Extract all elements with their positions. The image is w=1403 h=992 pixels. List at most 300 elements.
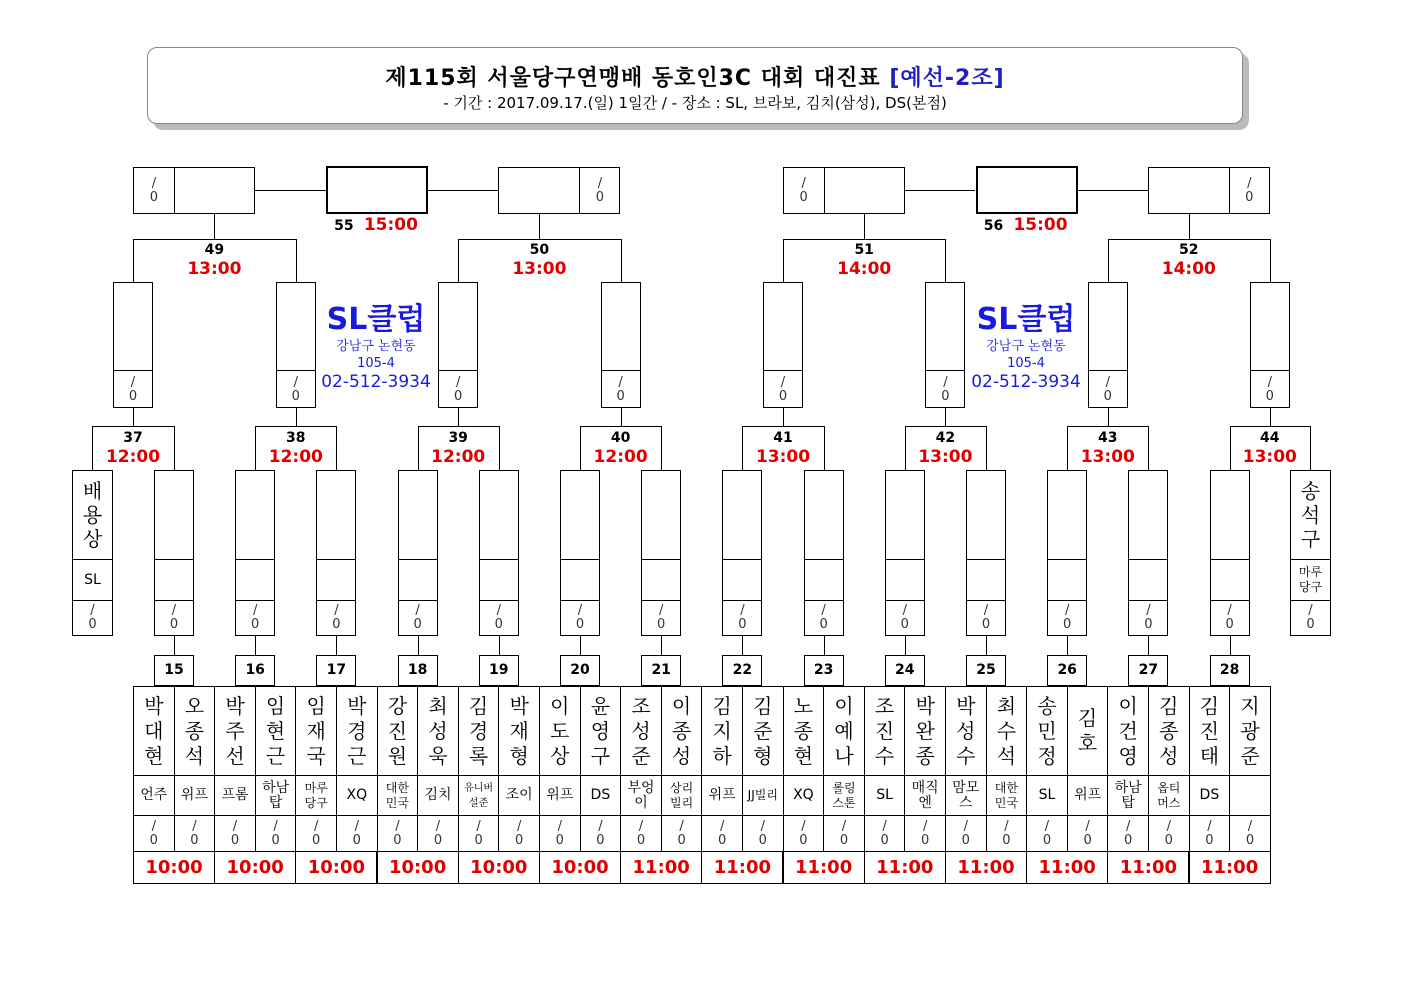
match-number: 23 (813, 662, 834, 678)
score-slash: / (922, 818, 928, 834)
match-number: 19 (489, 662, 509, 678)
score-value: 0 (921, 832, 930, 848)
score-slash: / (252, 603, 258, 618)
player-name: 오종석 (184, 693, 205, 768)
player-name: 박재형 (509, 693, 529, 768)
bracket-line (428, 190, 499, 191)
bracket-line (113, 370, 153, 371)
score-slash: / (658, 603, 664, 618)
score-slash: / (192, 818, 197, 834)
final-match-number: 56 (983, 218, 1004, 234)
score-cell (438, 373, 478, 406)
quarter-match-time: 12:00 (593, 447, 648, 467)
score-value: 0 (1083, 832, 1092, 848)
score-cell (1026, 817, 1068, 850)
bracket-line (905, 636, 906, 655)
match-number: 21 (651, 662, 671, 678)
player-club (1229, 776, 1271, 815)
score-value: 0 (230, 832, 240, 848)
bracket-line (235, 559, 275, 560)
bracket-line (885, 559, 925, 560)
match-time: 11:00 (1200, 857, 1259, 878)
player-name: 김준형 (753, 693, 773, 768)
match-time: 11:00 (957, 857, 1015, 878)
score-cell (804, 602, 844, 634)
player-club: 롤링스톤 (832, 780, 856, 810)
quarter-match-number: 41 (773, 430, 793, 446)
score-value: 0 (738, 617, 747, 632)
match-time: 11:00 (632, 857, 690, 878)
score-slash: / (760, 818, 765, 834)
bracket-line (418, 426, 499, 427)
score-cell (579, 172, 620, 209)
final-match-time: 15:00 (1013, 215, 1068, 235)
club-name: SL클럽 (326, 302, 426, 337)
player-club: 옵티머스 (1157, 780, 1181, 810)
bracket-line (1108, 408, 1109, 426)
bracket-line (1078, 190, 1148, 191)
player-club: 상리빌리 (670, 780, 694, 810)
score-cell (1107, 817, 1149, 850)
player-club: DS (590, 787, 611, 803)
score-value: 0 (433, 832, 443, 848)
score-cell (986, 817, 1028, 850)
quarter-match-number: 40 (610, 430, 631, 446)
score-cell (601, 373, 641, 406)
score-cell (377, 817, 419, 850)
score-cell (1148, 817, 1190, 850)
bracket-line (133, 239, 296, 240)
player-name: 김종성 (1159, 693, 1179, 768)
score-slash: / (151, 175, 157, 191)
bye-player-club: SL (84, 571, 101, 588)
bracket-line (255, 636, 256, 655)
club-phone: 02-512-3934 (321, 372, 431, 392)
score-cell (539, 817, 581, 850)
bracket-line (479, 559, 519, 560)
bracket-line (864, 214, 865, 239)
score-value: 0 (758, 832, 767, 848)
player-name: 박성수 (956, 693, 976, 768)
group-label: [예선-2조] (889, 66, 1005, 91)
match-time: 11:00 (876, 857, 934, 878)
score-slash: / (963, 818, 968, 834)
score-slash: / (1105, 374, 1110, 390)
club-address-number: 105-4 (1007, 356, 1045, 371)
player-name: 박주선 (225, 693, 245, 768)
score-cell (133, 172, 174, 209)
score-value: 0 (251, 617, 260, 632)
player-club: 위프 (180, 787, 208, 803)
bracket-line (92, 426, 174, 427)
bracket-line (986, 636, 987, 655)
club-address: 강남구 논현동 (986, 339, 1066, 354)
player-name: 노종현 (793, 693, 814, 768)
bracket-line (885, 600, 925, 601)
score-cell (113, 373, 153, 406)
score-slash: / (1085, 818, 1090, 834)
score-cell (925, 373, 965, 406)
final-match-time: 15:00 (363, 215, 418, 235)
bracket-line (1047, 600, 1087, 601)
score-value: 0 (1164, 832, 1173, 848)
bracket-line (1047, 559, 1087, 560)
bracket-line (905, 190, 975, 191)
score-cell (398, 602, 438, 634)
score-value: 0 (941, 388, 950, 404)
score-value: 0 (352, 832, 361, 848)
match-time: 10:00 (307, 857, 366, 878)
player-club: 맘모스 (952, 779, 980, 811)
bracket-line (804, 559, 844, 560)
bracket-line (499, 636, 500, 655)
player-name: 이도상 (550, 693, 570, 768)
score-cell (295, 817, 337, 850)
player-name: 최수석 (996, 693, 1017, 768)
bracket-line (133, 239, 134, 282)
semi-match-number: 52 (1179, 242, 1199, 258)
player-club: 위프 (546, 787, 574, 803)
player-club: 언주 (140, 787, 168, 803)
score-slash: / (719, 818, 725, 834)
bracket-line (174, 636, 175, 655)
score-slash: / (90, 603, 95, 618)
bracket-line (1067, 426, 1148, 427)
score-value: 0 (981, 617, 991, 632)
score-cell (336, 817, 378, 850)
score-slash: / (1247, 175, 1252, 191)
bracket-line (945, 408, 946, 426)
player-name: 조진수 (874, 693, 895, 768)
score-slash: / (313, 818, 319, 834)
score-cell (823, 817, 865, 850)
score-slash: / (273, 818, 278, 834)
bracket-line (925, 370, 965, 371)
match-number: 27 (1138, 662, 1159, 678)
player-club: 김치 (424, 787, 452, 803)
semi-match-time: 14:00 (837, 259, 892, 279)
score-slash: / (902, 603, 907, 618)
bracket-line (316, 559, 356, 560)
score-value: 0 (190, 832, 199, 848)
player-name: 김 호 (1077, 706, 1098, 755)
score-slash: / (1227, 603, 1232, 618)
bracket-line (1270, 239, 1271, 282)
bracket-line (316, 600, 356, 601)
quarter-match-number: 39 (448, 430, 468, 446)
bracket-line (763, 370, 803, 371)
score-cell (1067, 817, 1109, 850)
score-cell (1088, 373, 1128, 406)
bracket-line (1067, 636, 1068, 655)
score-value: 0 (657, 617, 666, 632)
score-cell (479, 602, 519, 634)
bracket-line (641, 600, 681, 601)
bracket-line (276, 370, 316, 371)
score-slash: / (740, 603, 745, 618)
score-value: 0 (555, 832, 564, 848)
score-cell (214, 817, 256, 850)
score-slash: / (1004, 818, 1009, 834)
score-slash: / (801, 818, 806, 834)
match-number: 18 (407, 662, 428, 678)
score-value: 0 (1225, 617, 1234, 632)
bracket-line (458, 239, 459, 282)
quarter-match-time: 12:00 (431, 447, 486, 467)
bracket-line (580, 426, 661, 427)
score-slash: / (516, 818, 522, 834)
match-number: 16 (245, 662, 265, 678)
match-number: 26 (1057, 662, 1077, 678)
score-cell (783, 172, 824, 209)
bracket-line (418, 636, 419, 655)
score-value: 0 (839, 832, 849, 848)
score-value: 0 (616, 388, 625, 404)
club-info (311, 294, 441, 392)
score-slash: / (841, 818, 847, 834)
score-value: 0 (718, 832, 727, 848)
bracket-line (296, 408, 297, 426)
score-slash: / (395, 818, 400, 834)
score-cell (316, 602, 356, 634)
quarter-match-number: 37 (123, 430, 143, 446)
match-time: 11:00 (1038, 857, 1096, 878)
player-name: 임재국 (306, 693, 326, 768)
score-slash: / (435, 818, 441, 834)
score-value: 0 (1002, 832, 1011, 848)
quarter-match-time: 13:00 (1242, 447, 1297, 467)
score-slash: / (882, 818, 887, 834)
score-value: 0 (1042, 832, 1052, 848)
player-club: 대한민국 (385, 780, 409, 810)
page-subtitle: - 기간 : 2017.09.17.(일) 1일간 / - 장소 : SL, 브라보, 김치(삼성), DS(본점) (443, 94, 947, 112)
bracket-line (966, 600, 1006, 601)
score-value: 0 (819, 617, 828, 632)
player-name: 이예나 (834, 693, 854, 768)
score-cell (458, 817, 500, 850)
score-value: 0 (291, 388, 300, 404)
bracket-line (742, 636, 743, 655)
title-box (147, 47, 1243, 124)
score-cell (701, 817, 743, 850)
player-name: 임현근 (265, 693, 286, 768)
bracket-line (804, 600, 844, 601)
score-value: 0 (271, 832, 280, 848)
club-address: 강남구 논현동 (336, 339, 416, 354)
score-value: 0 (1306, 617, 1315, 632)
bracket-line (1270, 408, 1271, 426)
score-value: 0 (1265, 388, 1274, 404)
score-slash: / (293, 374, 298, 390)
score-slash: / (130, 374, 136, 390)
score-slash: / (801, 175, 806, 191)
score-value: 0 (900, 617, 909, 632)
score-slash: / (557, 818, 562, 834)
score-slash: / (821, 603, 826, 618)
score-slash: / (577, 603, 583, 618)
score-slash: / (354, 818, 359, 834)
score-slash: / (598, 818, 603, 834)
score-value: 0 (1205, 832, 1214, 848)
quarter-match-time: 13:00 (918, 447, 973, 467)
bracket-line (154, 600, 194, 601)
score-cell (1128, 602, 1168, 634)
score-cell (560, 602, 600, 634)
player-name: 최성욱 (428, 693, 448, 768)
bracket-line (722, 600, 762, 601)
score-cell (1047, 602, 1087, 634)
bracket-line (336, 636, 337, 655)
match-time: 10:00 (388, 857, 447, 878)
player-name: 김지하 (712, 693, 732, 768)
score-cell (154, 602, 194, 634)
score-value: 0 (494, 617, 503, 632)
player-club: 하남탑 (262, 779, 290, 811)
bracket-line (783, 239, 945, 240)
match-number: 22 (732, 662, 753, 678)
score-cell (864, 817, 906, 850)
score-value: 0 (149, 189, 159, 205)
match-number: 15 (164, 662, 184, 678)
match-time: 10:00 (145, 857, 203, 878)
score-value: 0 (961, 832, 970, 848)
bracket-line (1250, 370, 1290, 371)
page-title: 제115회 서울당구연맹배 동호인3C 대회 대진표 [예선-2조] (385, 66, 1005, 91)
score-cell (620, 817, 662, 850)
bracket-line (722, 559, 762, 560)
player-name: 김진태 (1199, 693, 1220, 768)
match-time: 11:00 (794, 857, 853, 878)
quarter-match-time: 12:00 (105, 447, 161, 467)
bracket-line (580, 636, 581, 655)
score-cell (885, 602, 925, 634)
bracket-line (1290, 600, 1331, 601)
quarter-match-number: 43 (1098, 430, 1118, 446)
score-value: 0 (169, 617, 179, 632)
player-club: DS (1199, 787, 1220, 803)
match-number: 25 (976, 662, 996, 678)
semi-match-number: 51 (854, 242, 874, 258)
score-cell (1229, 172, 1270, 209)
score-slash: / (476, 818, 481, 834)
score-slash: / (983, 603, 989, 618)
quarter-match-number: 42 (935, 430, 956, 446)
score-slash: / (496, 603, 501, 618)
bracket-line (824, 636, 825, 655)
score-cell (1189, 817, 1231, 850)
bracket-line (1230, 636, 1231, 655)
score-slash: / (455, 374, 461, 390)
match-time: 10:00 (470, 857, 528, 878)
score-slash: / (1247, 818, 1253, 834)
score-cell (661, 817, 703, 850)
bracket-line (1189, 214, 1190, 239)
player-name: 박완종 (915, 693, 935, 768)
bracket-line (966, 559, 1006, 560)
player-club: 마루당구 (304, 780, 328, 810)
score-slash: / (1064, 603, 1070, 618)
score-value: 0 (799, 189, 808, 205)
final-winner-slot (326, 166, 428, 214)
score-slash: / (171, 603, 177, 618)
player-club: 유니버설준 (464, 782, 494, 809)
player-club: SL (1038, 787, 1056, 803)
club-name: SL클럽 (976, 302, 1076, 337)
score-value: 0 (778, 388, 788, 404)
score-value: 0 (1144, 617, 1153, 632)
bracket-line (621, 408, 622, 426)
bracket-line (601, 370, 641, 371)
score-cell (417, 817, 459, 850)
bracket-line (905, 426, 986, 427)
score-cell (255, 817, 297, 850)
score-slash: / (1125, 818, 1131, 834)
bracket-line (783, 408, 784, 426)
quarter-match-number: 44 (1260, 430, 1280, 446)
player-club: 매직엔 (911, 779, 939, 811)
player-club: 프롬 (221, 787, 249, 803)
bracket-line (1128, 600, 1168, 601)
bracket-line (458, 239, 620, 240)
bracket-line (214, 214, 215, 239)
player-name: 강진원 (387, 693, 408, 768)
player-club: 위프 (1074, 787, 1102, 803)
match-time: 11:00 (713, 857, 772, 878)
score-slash: / (232, 818, 238, 834)
score-value: 0 (575, 617, 585, 632)
bracket-line (255, 190, 326, 191)
score-value: 0 (799, 832, 808, 848)
bracket-line (1088, 370, 1128, 371)
player-name: 박대현 (144, 693, 164, 768)
score-slash: / (679, 818, 684, 834)
score-value: 0 (332, 617, 341, 632)
match-time: 10:00 (551, 857, 609, 878)
player-name: 송민정 (1037, 693, 1057, 768)
bracket-line (621, 239, 622, 282)
club-info (961, 294, 1091, 392)
score-value: 0 (596, 832, 605, 848)
bracket-line (296, 239, 297, 282)
score-value: 0 (1103, 388, 1112, 404)
score-cell (722, 602, 762, 634)
bracket-line (560, 600, 600, 601)
final-winner-slot (976, 166, 1078, 214)
match-number: 24 (895, 662, 915, 678)
bracket-line (438, 370, 478, 371)
bracket-line (783, 239, 784, 282)
player-club: 대한민국 (994, 780, 1018, 810)
score-cell (742, 817, 784, 850)
semi-match-number: 49 (204, 242, 225, 258)
quarter-match-time: 12:00 (268, 447, 323, 467)
bye-player-club: 마루당구 (1298, 565, 1323, 594)
bracket-line (1108, 239, 1109, 282)
score-slash: / (1146, 603, 1151, 618)
player-name: 박경근 (347, 693, 367, 768)
score-value: 0 (128, 388, 138, 404)
score-slash: / (151, 818, 156, 834)
bracket-line (1108, 239, 1270, 240)
score-value: 0 (595, 189, 605, 205)
bracket-line (824, 167, 825, 214)
score-slash: / (638, 818, 644, 834)
score-cell (641, 602, 681, 634)
bracket-line (174, 167, 175, 214)
bracket-line (742, 426, 823, 427)
final-match-number: 55 (334, 218, 354, 234)
bracket-line (1128, 559, 1168, 560)
